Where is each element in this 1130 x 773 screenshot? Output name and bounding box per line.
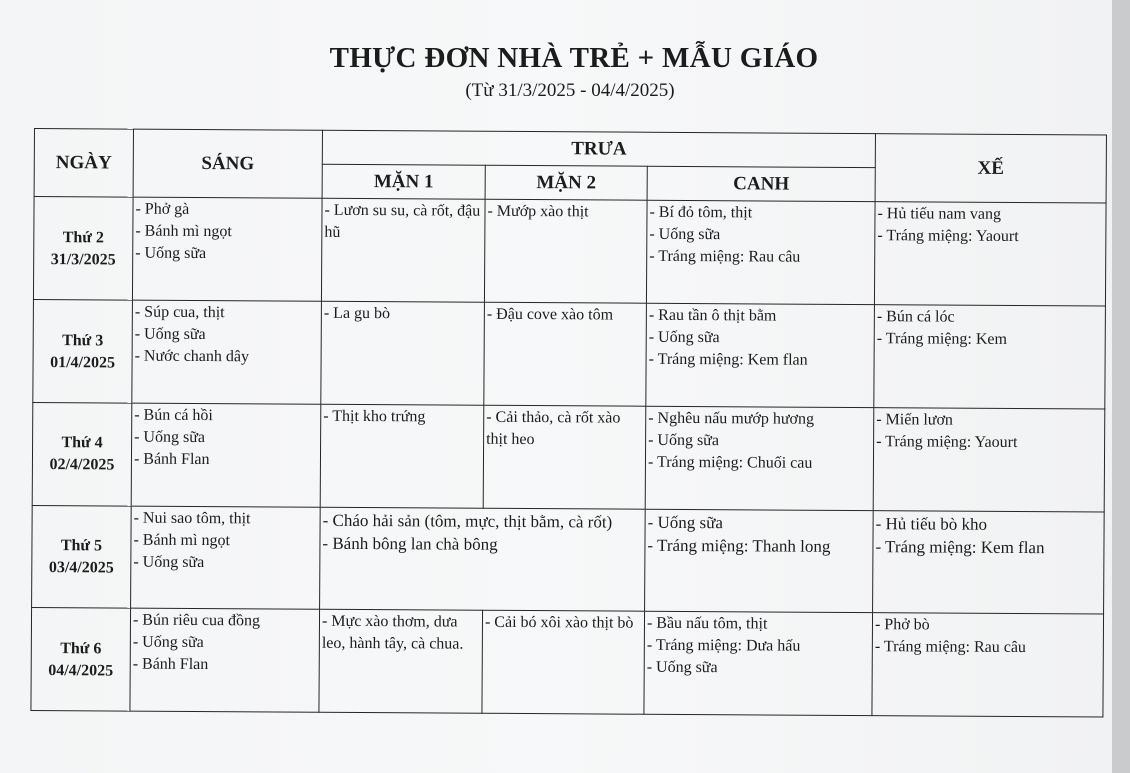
table-row bbox=[33, 300, 1106, 409]
sang-cell bbox=[132, 198, 322, 302]
menu-item: - Phở bò bbox=[874, 616, 930, 634]
canh-cell bbox=[645, 406, 874, 510]
menu-item: - Uống sữa bbox=[648, 328, 720, 347]
sang-cell bbox=[131, 506, 321, 610]
menu-item: - Tráng miệng: Rau câu bbox=[874, 638, 1027, 657]
man1-cell bbox=[319, 610, 483, 714]
header-man2: MẶN 2 bbox=[485, 165, 647, 200]
menu-item: - Cháo hải sản (tôm, mực, thịt bằm, cà rốt) bbox=[322, 510, 613, 532]
menu-item: - Bánh Flan bbox=[132, 655, 209, 674]
paper-edge bbox=[1112, 0, 1130, 773]
menu-item: - Súp cua, thịt bbox=[134, 303, 225, 322]
weekly-menu-table bbox=[30, 128, 1107, 718]
header-trua: TRƯA bbox=[322, 130, 875, 168]
menu-item: - Bún cá lóc bbox=[876, 308, 955, 326]
menu-item: - Uống sữa bbox=[134, 325, 206, 344]
menu-item: - Uống sữa bbox=[649, 226, 721, 244]
sang-cell bbox=[132, 300, 322, 404]
canh-cell bbox=[645, 509, 874, 613]
menu-item: - Cải bó xôi xào thịt bò bbox=[484, 614, 634, 632]
menu-item: - Tráng miệng: Yaourt bbox=[876, 433, 1018, 451]
xe-cell bbox=[873, 408, 1105, 512]
man2-cell bbox=[484, 200, 647, 304]
menu-item: - Tráng miệng: Kem bbox=[876, 330, 1008, 349]
table-row bbox=[31, 608, 1104, 717]
menu-item: - La gu bò bbox=[323, 304, 391, 323]
menu-title: THỰC ĐƠN NHÀ TRẺ + MẪU GIÁO bbox=[329, 42, 819, 74]
menu-item: - Lươn su su, cà rốt, đậu hũ bbox=[324, 202, 481, 242]
header-canh: CANH bbox=[647, 166, 875, 202]
menu-item: - Uống sữa bbox=[646, 659, 718, 677]
menu-item: - Miến lươn bbox=[876, 411, 953, 429]
menu-item: - Nghêu nấu mướp hương bbox=[648, 409, 815, 428]
menu-item: - Bún cá hồi bbox=[134, 406, 213, 424]
day-name: Thứ 3 bbox=[62, 331, 104, 349]
day-name: Thứ 5 bbox=[60, 537, 103, 555]
menu-item: - Hủ tiếu bò kho bbox=[875, 513, 988, 534]
day-name: Thứ 6 bbox=[60, 639, 102, 658]
table-row bbox=[32, 505, 1105, 614]
canh-cell bbox=[646, 201, 875, 305]
menu-item: - Cải thảo, cà rốt xào thịt heo bbox=[486, 408, 621, 448]
menu-item: - Uống sữa bbox=[133, 553, 205, 571]
menu-item: - Đậu cove xào tôm bbox=[486, 305, 614, 324]
menu-item: - Tráng miệng: Kem flan bbox=[648, 350, 808, 369]
date-range: (Từ 31/3/2025 - 04/4/2025) bbox=[465, 80, 675, 101]
canh-cell bbox=[646, 303, 875, 407]
menu-item: - Thịt kho trứng bbox=[323, 407, 426, 426]
menu-item: - Tráng miệng: Kem flan bbox=[875, 536, 1045, 557]
header-xe: XẾ bbox=[875, 134, 1106, 204]
day-date: 04/4/2025 bbox=[48, 661, 114, 680]
menu-item: - Bầu nấu tôm, thịt bbox=[646, 615, 768, 633]
xe-cell bbox=[874, 305, 1106, 409]
header-ngay: NGÀY bbox=[34, 129, 133, 198]
menu-item: - Bánh mì ngọt bbox=[133, 531, 230, 549]
menu-item: - Uống sữa bbox=[134, 428, 206, 446]
menu-item: - Bánh mì ngọt bbox=[135, 223, 232, 241]
table-row bbox=[32, 402, 1105, 511]
menu-item: - Mướp xào thịt bbox=[487, 203, 589, 221]
menu-item: - Uống sữa bbox=[647, 512, 723, 532]
man1-cell bbox=[321, 199, 485, 303]
trua-merged-cell bbox=[320, 507, 646, 612]
xe-cell bbox=[874, 202, 1106, 306]
menu-item: - Tráng miệng: Dưa hấu bbox=[646, 637, 801, 655]
menu-item: - Uống sữa bbox=[135, 245, 207, 263]
menu-item: - Bánh Flan bbox=[133, 450, 210, 468]
day-cell bbox=[33, 197, 133, 300]
day-name: Thứ 2 bbox=[62, 228, 104, 247]
menu-item: - Tráng miệng: Chuối cau bbox=[647, 453, 813, 472]
day-cell bbox=[31, 608, 131, 711]
day-cell bbox=[33, 300, 133, 403]
man1-cell bbox=[321, 301, 485, 405]
menu-item: - Phở gà bbox=[135, 201, 190, 219]
menu-item: - Tráng miệng: Yaourt bbox=[877, 227, 1019, 246]
day-date: 01/4/2025 bbox=[50, 353, 116, 372]
menu-item: - Bún riêu cua đồng bbox=[132, 611, 261, 630]
canh-cell bbox=[644, 612, 873, 716]
menu-item: - Nui sao tôm, thịt bbox=[133, 509, 251, 527]
day-cell bbox=[32, 402, 132, 505]
menu-item: - Mực xào thơm, dưa leo, hành tây, cà chua. bbox=[321, 613, 464, 653]
table-row bbox=[33, 197, 1106, 306]
man1-cell bbox=[320, 404, 484, 508]
man2-cell bbox=[482, 611, 645, 715]
menu-item: - Nước chanh dây bbox=[134, 347, 250, 366]
xe-cell bbox=[872, 613, 1104, 717]
man2-cell bbox=[483, 405, 646, 509]
menu-item: - Uống sữa bbox=[648, 431, 720, 450]
day-date: 03/4/2025 bbox=[48, 559, 114, 577]
menu-item: - Tráng miệng: Rau câu bbox=[649, 248, 801, 267]
menu-item: - Rau tần ô thịt bằm bbox=[648, 306, 777, 325]
day-date: 31/3/2025 bbox=[50, 250, 116, 269]
day-date: 02/4/2025 bbox=[49, 456, 115, 474]
menu-item: - Hủ tiếu nam vang bbox=[877, 205, 1002, 224]
menu-item: - Bánh bông lan chà bông bbox=[322, 533, 498, 554]
man2-cell bbox=[484, 302, 647, 406]
menu-item: - Tráng miệng: Thanh long bbox=[647, 535, 831, 556]
day-name: Thứ 4 bbox=[61, 434, 103, 452]
xe-cell bbox=[873, 510, 1105, 614]
day-cell bbox=[32, 505, 132, 608]
menu-item: - Uống sữa bbox=[132, 633, 204, 652]
menu-item: - Bí đỏ tôm, thịt bbox=[649, 204, 753, 222]
sang-cell bbox=[130, 608, 320, 712]
sang-cell bbox=[131, 403, 321, 507]
header-man1: MẶN 1 bbox=[322, 164, 485, 199]
header-sang: SÁNG bbox=[133, 129, 322, 199]
